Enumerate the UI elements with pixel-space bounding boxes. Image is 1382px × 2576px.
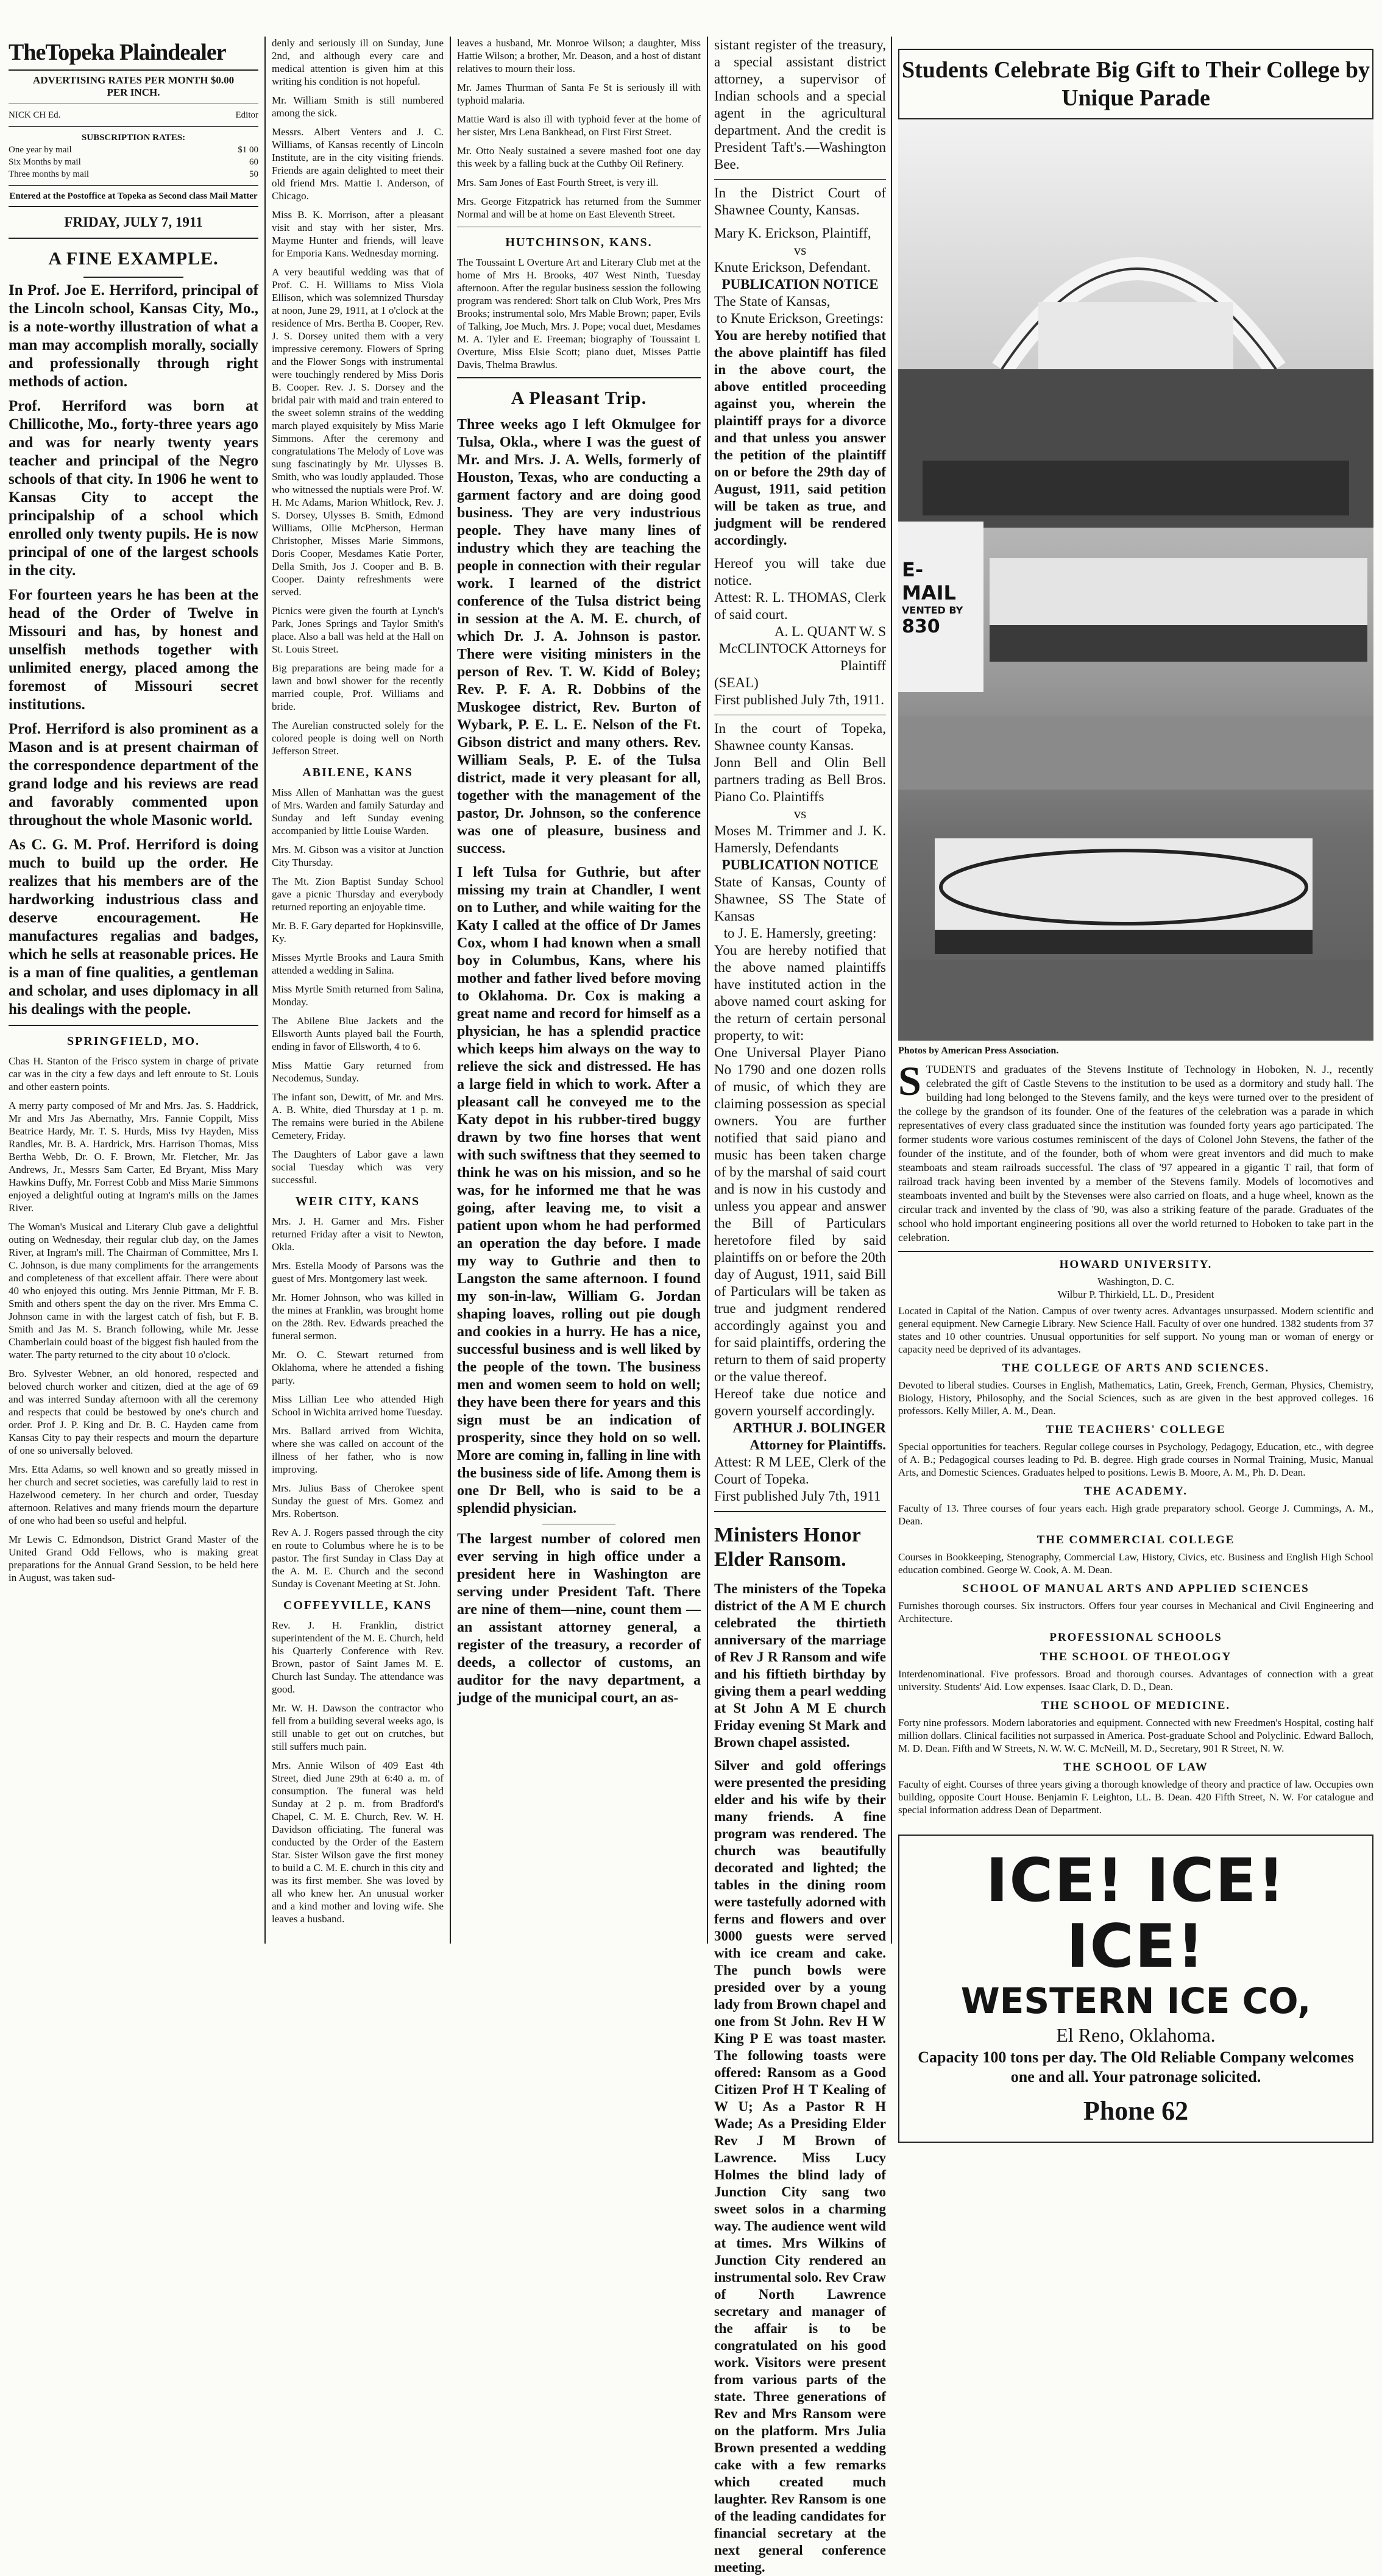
notice-published: First published July 7th, 1911 — [714, 1488, 881, 1504]
rate-label: One year by mail — [9, 145, 72, 155]
notice-defendant: Knute Erickson, Defendant. — [714, 260, 871, 275]
howard-section-text: Courses in Bookkeeping, Stenography, Commercial Law, History, Civics, etc. Business and English High School education combined. George W. Cook, A. M. Dean. — [898, 1551, 1373, 1576]
notice-state: State of Kansas, County of Shawnee, SS The State of Kansas — [714, 874, 886, 924]
section-title: WEIR CITY, KANS — [295, 1195, 420, 1208]
news-paragraph: The Toussaint L Overture Art and Literary Club met at the home of Mrs H. Brooks, 407 West Ninth, Tuesday afternoon. After the regular business session the following program was rendered: Short talk on Club Work, Pres Mrs Brooks; instrumental solo, Mrs Mable Brown; paper, Evils of Talking, Joe Much, Mrs. J. Pope; vocal duet, Mesdames M. A. Tyler and E. Freeman; biography of Toussaint L Overture, Miss Elsie Scott; piano duet, Misses Pattie Davis, Thelma Brawlus. — [457, 257, 701, 370]
notice-greeting: to J. E. Hamersly, greeting: — [723, 925, 877, 941]
news-paragraph: Mrs. Julius Bass of Cherokee spent Sunday the guest of Mrs. Gomez and Mrs. Robertson. — [272, 1482, 444, 1520]
rate-price: $1 00 — [238, 145, 258, 155]
section-title: COFFEYVILLE, KANS — [283, 1599, 433, 1612]
article-paragraph: In Prof. Joe E. Herriford, principal of the Lincoln school, Kansas City, Mo., is a note-worthy illustration of what a man may accomplish morally, socially and professionally through right methods of action. — [9, 282, 258, 390]
article-title: Ministers Honor Elder Ransom. — [714, 1524, 861, 1571]
news-paragraph: The Aurelian constructed solely for the colored people is doing well on North Jefferson Street. — [272, 720, 444, 757]
section-title: HUTCHINSON, KANS. — [505, 236, 653, 249]
column-rule — [707, 37, 708, 1944]
news-paragraph: Bro. Sylvester Webner, an old honored, respected and beloved church worker and citizen, died at the age of 69 and was interred Sunday afternoon with all the ceremony and respects that could be bestowed by one's church and order. Prof J. P. King and Dr. B. C. Hayden came from Kansas City to pay their respects and mourn the departure of one so universally beloved. — [9, 1368, 258, 1456]
howard-section-text: Furnishes thorough courses. Six instructors. Offers four year courses in Mechanical and Civil Engineering and Architecture. — [898, 1600, 1373, 1624]
howard-section-title: THE COLLEGE OF ARTS AND SCIENCES. — [1002, 1362, 1270, 1375]
news-paragraph: Miss Mattie Gary returned from Necodemus, Sunday. — [272, 1060, 444, 1084]
editor-name: NICK CH Ed. — [9, 110, 61, 120]
column-2 — [272, 37, 444, 1950]
divider — [9, 69, 258, 71]
news-paragraph: Mr. Homer Johnson, who was killed in the mines at Franklin, was brought home on the 28th. Rev. Edwards preached the funeral sermon. — [272, 1292, 444, 1342]
photo-sign-top: E-MAIL — [902, 558, 956, 604]
howard-place: Washington, D. C. — [1097, 1276, 1174, 1287]
article-paragraph: Prof. Herriford was born at Chillicothe, Mo., forty-three years ago and was for nearly twenty years teacher and principal of the Negro schools of that city. In 1906 he went to Kansas City to accept the principalship of a school which enrolled only twenty pupils. He is now principal of one of the largest schools in the city. — [9, 398, 258, 579]
advertising-rates-unit: PER INCH. — [107, 87, 160, 98]
news-paragraph: A very beautiful wedding was that of Prof. C. H. Williams to Miss Viola Ellison, which was solemnized Thursday at noon, June 29, 1911, at 1 o'clock at the residence of Mrs. Bertha B. Cooper, Rev. J. S. Dorsey united them with a very impressive ceremony. Flowers of Spring and the Flower Songs with instrumental were touchingly rendered by Miss Doris B. Cooper. Rev. J. S. Dorsey and the bridal pair with maid and train entered to the sweet solemn strains of the wedding march played exquisitely by Miss Marie Simmons. After the ceremony and congratulations The Melody of Love was sung fascinatingly by Mr. Ulysses B. Smith, who was loudly applauded. Those who witnessed the nuptials were Prof. W. H. Mc Adams, Marion Whitlock, Rev. J. S. Dorsey, Ulysses B. Smith, Edmond Williams, Ollie McPherson, Herman Christopher, Misses Marie Simmons, Doris Cooper, Mesdames Katie Porter, Della Smith, Jos J. Cooper and B. B. Cooper. Dainty refreshments were served. — [272, 266, 444, 598]
section-title: ABILENE, KANS — [302, 766, 413, 779]
photo-credit: Photos by American Press Association. — [898, 1046, 1059, 1056]
ad-capacity: Capacity 100 tons per day. The Old Reliable Company welcomes one and all. Your patronage solicited. — [918, 2048, 1354, 2086]
stevens-paragraph — [898, 1058, 1373, 1245]
notice-defendant: Moses M. Trimmer and J. K. Hamersly, Defendants — [714, 823, 886, 855]
ice-advertisement — [898, 1835, 1373, 2143]
howard-section-text: Forty nine professors. Modern laboratories and equipment. Connected with new Freedmen's Hospital, costing half million dollars. Clinical facilities not surpassed in America. Post-graduate School and Polyclinic. Edward Balloch, M. D. Dean. Fifth and W Streets, N. W. W. C. McNeill, M. D., Secretary, 901 R Street, N. W. — [898, 1717, 1373, 1754]
news-paragraph: leaves a husband, Mr. Monroe Wilson; a daughter, Miss Hattie Wilson; a brother, Mr. Deason, and a host of distant relatives to mourn their loss. — [457, 37, 701, 74]
howard-section-title: THE TEACHERS' COLLEGE — [1046, 1423, 1226, 1436]
divider — [457, 377, 701, 378]
news-paragraph: Misses Myrtle Brooks and Laura Smith attended a wedding in Salina. — [272, 952, 444, 976]
howard-section-text: Faculty of eight. Courses of three years giving a thorough knowledge of theory and practice of law. Occupies own building, opposite Court House. Benjamin F. Leighton, LL. B. Dean. 420 Fifth Street, N. W. For catalogue and special information address Dean of Department. — [898, 1778, 1373, 1816]
notice-attorney: ARTHUR J. BOLINGER Attorney for Plaintiffs. — [732, 1420, 886, 1453]
editor-role: Editor — [235, 110, 258, 120]
news-paragraph: Miss Lillian Lee who attended High School in Wichita arrived home Tuesday. — [272, 1393, 444, 1418]
advertising-rates: ADVERTISING RATES PER MONTH $0.00 — [32, 74, 235, 86]
headline-box — [898, 49, 1373, 119]
divider — [9, 126, 258, 127]
article-paragraph: Silver and gold offerings were presented the presiding elder and his wife by their many friends. A fine program was rendered. The church was beautifully decorated and lighted; the tables in the dining room were tastefully adorned with ferns and flowers and over 3000 guests were served with ice cream and cake. The punch bowls were presided over by a young lady from Brown chapel and one from St John. Rev H W King P E was toast master. The following toasts were offered: Ransom as a Good Citizen Prof H T Kealing of W U; As a Pastor R H Wade; As a Presiding Elder Rev J M Brown of Lawrence. Miss Lucy Holmes the blind lady of Junction City sang two sweet solos in a charming way. The audience went wild at times. Mrs Wilkins of Junction City rendered an instrumental solo. Rev Craw of North Lawrence secretary and manager of the affair is to be congratulated on his good work. Visitors were present from various parts of the state. Three generations of Rev and Mrs Ransom were on the platform. Mrs Julia Brown presented a wedding cake with a few remarks which created much laughter. Rev Ransom is one of the leading candidates for financial secretary at the next general conference meeting. — [714, 1758, 886, 2575]
notice-seal: (SEAL) — [714, 675, 759, 690]
notice-vs: vs — [793, 242, 807, 258]
column-5 — [898, 49, 1373, 2126]
news-paragraph: sistant register of the treasury, a special assistant district attorney, a supervisor of Indian schools and a special agent in the agricultural department. And the credit is President Taft's.—Washington Bee. — [714, 37, 886, 172]
howard-university-ad — [898, 1258, 1373, 1816]
notice-title: PUBLICATION NOTICE — [721, 277, 879, 292]
notice-court: In the court of Topeka, Shawnee county Kansas. — [714, 721, 886, 753]
drop-cap: S — [898, 1058, 921, 1104]
howard-section-title: THE COMMERCIAL COLLEGE — [1036, 1534, 1235, 1546]
ad-phone: Phone 62 — [1083, 2096, 1189, 2126]
rate-label: Six Months by mail — [9, 157, 81, 167]
notice-attest: Attest: R. L. THOMAS, Clerk of said court. — [714, 590, 886, 622]
news-paragraph: Picnics were given the fourth at Lynch's Park, Jones Springs and Taylor Smith's place. Also a ball was held at the Hall on St. Louis Street. — [272, 605, 444, 655]
section-title: SPRINGFIELD, MO. — [66, 1035, 200, 1048]
howard-section-title: THE SCHOOL OF MEDICINE. — [1041, 1699, 1231, 1712]
notice-attorneys: A. L. QUANT W. S McCLINTOCK Attorneys for Plaintiff — [718, 624, 886, 673]
stevens-text: TUDENTS and graduates of the Stevens Institute of Technology in Hoboken, N. J., recently celebrated the gift of Castle Stevens to the institution to be used as a dormitory and study hall. The building had long belonged to the Stevens family, and the keys were turned over to the president of the college by the grandson of its founder. One of the features of the celebration was a parade in which representatives of every class graduated since the institution was founded forty years ago participated. The former students wore various costumes reminiscent of the days of Colonel John Stevens, the father of the founder of the institute, and of the founder, both of whom were great inventors and did much to make steamboats and steam railroads successful. The class of '97 appeared in a gigantic T rail, that form of railroad track having been invented by a member of the Stevens family. Models of locomotives and steamboats invented and built by the Stevenses were also carried on floats, and a huge wheel, known as the circular track and invented by the class of '90, was also a striking feature of the parade. Graduates of the school who hold important engineering positions all over the world returned to Hoboken to take part in the celebration. — [898, 1063, 1373, 1244]
ad-headline: ICE! ICE! ICE! — [985, 1846, 1286, 1981]
notice-court: In the District Court of Shawnee County, Kansas. — [714, 185, 886, 218]
howard-section-text: Special opportunities for teachers. Regular college courses in Psychology, Pedagogy, Education, etc., with degree of A. B.; Pedagogical courses leading to Pd. B. degree. High grade courses in Normal Training, Music, Manual Arts, and Domestic Sciences. Graduates helped to positions. Lewis B. Moore, A. M., Ph. D. Dean. — [898, 1441, 1373, 1478]
news-paragraph: The Abilene Blue Jackets and the Ellsworth Aunts played ball the Fourth, ending in favor of Ellsworth, 4 to 6. — [272, 1015, 444, 1052]
howard-section-title: THE SCHOOL OF LAW — [1063, 1761, 1208, 1774]
howard-section-text: Faculty of 13. Three courses of four years each. High grade preparatory school. George J. Cummings, A. M., Dean. — [898, 1502, 1373, 1527]
news-paragraph: Mrs. Sam Jones of East Fourth Street, is very ill. — [457, 177, 659, 188]
column-4 — [714, 37, 886, 2575]
notice-hereof: Hereof you will take due notice. — [714, 556, 886, 588]
article-paragraph: Prof. Herriford is also prominent as a Mason and is at present chairman of the correspondence department of the grand lodge and his reviews are read and favorably commented upon throughout the whole Masonic world. — [9, 721, 258, 829]
news-paragraph: Miss B. K. Morrison, after a pleasant visit and stay with her sister, Mrs. Mayme Hunter and friends, will leave for Emporia Kans. Wednesday morning. — [272, 209, 444, 259]
news-paragraph: Mrs. Estella Moody of Parsons was the guest of Mrs. Montgomery last week. — [272, 1260, 444, 1284]
news-paragraph: A merry party composed of Mr and Mrs. Jas. S. Haddrick, Mr and Mrs Jas Abernathy, Mrs. Fannie Coppilt, Miss Beatrice Hardy, Mr. T. S. Hurds, Miss Ivy Hayden, Miss Randles, Mr. B. A. Hardrick, Mrs. Harrison Thomas, Miss Bertha Webb, Dr. O. F. Brown, Mr. Fletcher, Mr. Jas Andrews, Jr., Messrs Sam Carter, Ed Bryant, Miss Mary Hawkins Duffy, Mr. Forrest Cobb and Miss Marie Simmons enjoyed a delightful outing at Ingram's mills on the James River. — [9, 1100, 258, 1214]
news-paragraph: Mr. Otto Nealy sustained a severe mashed foot one day this week by a falling buck at the Cuthby Oil Refinery. — [457, 145, 701, 169]
article-paragraph: The largest number of colored men ever serving in high office under a president here in Washington are serving under President Taft. There are nine of them—nine, count them —an assistant attorney general, a register of the treasury, a recorder of deeds, a collector of customs, an auditor for the navy department, a judge of the municipal court, an as- — [457, 1531, 701, 1706]
notice-body: You are hereby notified that the above plaintiff has filed in the above court, the above entitled proceeding against you, wherein the plaintiff prays for a divorce and that unless you answer the petition of the plaintiff on or before the 29th day of August, 1911, said petition will be taken as true, and judgment will be rendered accordingly. — [714, 328, 886, 548]
news-paragraph: Mrs. J. H. Garner and Mrs. Fisher returned Friday after a visit to Newton, Okla. — [272, 1215, 444, 1253]
divider — [714, 1511, 886, 1512]
column-3 — [457, 37, 701, 1950]
notice-body: You are hereby notified that the above named plaintiffs have instituted action in the above named court asking for the return of certain personal property, to wit: — [714, 943, 886, 1043]
divider — [898, 1251, 1373, 1252]
photo-headline: Students Celebrate Big Gift to Their College by Unique Parade — [901, 57, 1370, 111]
notice-attest: Attest: R M LEE, Clerk of the Court of Topeka. — [714, 1454, 886, 1487]
news-paragraph: Messrs. Albert Venters and J. C. Williams, of Kansas recently of Lincoln Institute, are in the city visiting friends. Friends are again delighted to meet their old friend Mrs. Mattie I. Anderson, of Chicago. — [272, 126, 444, 202]
news-paragraph: The Woman's Musical and Literary Club gave a delightful outing on Wednesday, their regular club day, on the James River, at Ingram's mill. The Chairman of Committee, Mrs I. C. Johnson, is due many compliments for the arrangements and completeness of that excellent affair. There were about 40 who enjoyed this outing. Mrs Jennie Pittman, Mr F. B. Smith and others spent the day on the river. Mrs Emma C. Johnson came in with the largest catch of fish, but F. B. Smith and Jas M. S. Branch following, while Mr. Jesse Chamberlain could boast of the biggest fish hauled from the water. The party returned to the city about 10 o'clock. — [9, 1221, 258, 1361]
howard-section-title: PROFESSIONAL SCHOOLS — [1049, 1631, 1222, 1644]
notice-plaintiff: Mary K. Erickson, Plaintiff, — [714, 225, 871, 241]
editor-line — [9, 109, 258, 121]
rate-row — [9, 156, 258, 168]
howard-section-title: SCHOOL OF MANUAL ARTS AND APPLIED SCIENCES — [962, 1582, 1309, 1595]
news-paragraph: Miss Allen of Manhattan was the guest of Mrs. Warden and family Saturday and Sunday and left Sunday evening accompanied by little Louise Warden. — [272, 787, 444, 837]
postoffice-entry: Entered at the Postoffice at Topeka as Second class Mail Matter — [9, 191, 258, 201]
howard-section-title: THE SCHOOL OF THEOLOGY — [1040, 1651, 1232, 1663]
notice-state: The State of Kansas, — [714, 294, 831, 309]
notice-published: First published July 7th, 1911. — [714, 692, 884, 707]
column-rule — [891, 37, 892, 1944]
howard-president: Wilbur P. Thirkield, LL. D., President — [1057, 1289, 1214, 1300]
article-title: A FINE EXAMPLE. — [48, 249, 219, 269]
rate-price: 60 — [249, 157, 258, 167]
rate-label: Three months by mail — [9, 169, 90, 179]
column-rule — [450, 37, 451, 1944]
article-paragraph: I left Tulsa for Guthrie, but after missing my train at Chandler, I went on to Luther, and while waiting for the Katy I called at the office of Dr James Cox, whom I had known when a small boy in Columbus, Kans, where his mother and father lived before moving to Oklahoma. Dr. Cox is making a great name and record for himself as a physician, he has a splendid practice which keeps him always on the way to relieve the sick and distressed. He has a large field in which to work. After a pleasant call he conveyed me to the Katy depot in his rubber-tired buggy drawn by two fine horses that went with such swiftness that they seemed to think he was on his mission, and so he was, for he informed me that he was going, after leaving me, to visit a patient upon whom he had performed an operation the day before. I made my way to Guthrie and then to Langston the same afternoon. I found my son-in-law, William G. Jordan shaping loaves, rolling out pie dough and cookies in a hurry. He has a nice, successful business and is well liked by the people of the town. The business men and women seem to hold on well; they have been there for years and this sign must be an indication of prosperity, since they hold on so well. More are coming in, falling in line with the business side of life. Among them is one Dr Bell, who is said to be a splendid physician. — [457, 865, 701, 1516]
issue-date: FRIDAY, JULY 7, 1911 — [64, 214, 203, 230]
ad-company: WESTERN ICE CO, — [960, 1980, 1311, 2022]
article-paragraph: Three weeks ago I left Okmulgee for Tulsa, Okla., where I was the guest of Mr. and Mrs. J. A. Wells, formerly of Houston, Texas, who are conducting a garment factory and are doing good business. They are very industrious people. They have many lines of industry which they are teaching the people in connection with their regular work. I learned of the district conference of the Tulsa district being in session at the A. M. E. church, of which Dr. J. A. Johnson is pastor. There were visiting ministers in the person of Rev. T. W. Kidd of Boley; Rev. P. F. A. R. Dobbins of the Muskogee district, Rev. Burton of Wybark, P. E. L. E. Nelson of the Ft. Gibson district and many others. Rev. William Seals, P. E. of the Tulsa district, made it very pleasant for all, together with the management of the pastor, Dr. Johnson, so the conference was one of pleasure, business and success. — [457, 417, 701, 857]
ad-location: El Reno, Oklahoma. — [1056, 2024, 1216, 2046]
article-paragraph: For fourteen years he has been at the head of the Order of Twelve in Missouri and has, by honest and unselfish methods together with unlimited energy, placed among the foremost of Missouri secret institutions. — [9, 587, 258, 713]
news-paragraph: The Daughters of Labor gave a lawn social Tuesday which was very successful. — [272, 1148, 444, 1186]
news-paragraph: Big preparations are being made for a lawn and bowl shower for the recently married couple, Prof. Williams and bride. — [272, 662, 444, 712]
howard-section-text: Interdenominational. Five professors. Broad and thorough courses. Advantages of connection with a great university. Students' Aid. Low expenses. Isaac Clark, D. D., Dean. — [898, 1668, 1373, 1693]
news-paragraph: Chas H. Stanton of the Frisco system in charge of private car was in the city a few days and left enroute to St. Louis and other eastern points. — [9, 1055, 258, 1092]
rate-row — [9, 144, 258, 156]
masthead-title: TheTopeka Plaindealer — [9, 40, 226, 65]
parade-photo — [898, 119, 1373, 1041]
divider — [9, 1025, 258, 1026]
divider — [714, 179, 886, 180]
news-paragraph: Mrs. Ballard arrived from Wichita, where she was called on account of the illness of her father, who is now improving. — [272, 1425, 444, 1475]
howard-intro: Located in Capital of the Nation. Campus of over twenty acres. Advantages unsurpassed. Modern scientific and general equipment. New Carnegie Library. New Science Hall. Faculty of over one hundred. 1382 students from 37 states and 10 other countries. Unusual opportunities for self support. No young man or woman of energy or capacity need be deprived of its advantages. — [898, 1305, 1373, 1355]
news-paragraph: denly and seriously ill on Sunday, June 2nd, and although every care and medical attention is given him at this writing his condition is not hopeful. — [272, 37, 444, 87]
news-paragraph: Mr Lewis C. Edmondson, District Grand Master of the United Grand Odd Fellows, who is making great preparations for the Annual Grand Session, to be held here in August, was taken sud- — [9, 1534, 258, 1583]
notice-plaintiff: Jonn Bell and Olin Bell partners trading as Bell Bros. Piano Co. Plaintiffs — [714, 755, 886, 804]
divider — [9, 185, 258, 186]
news-paragraph: Mr. O. C. Stewart returned from Oklahoma, where he attended a fishing party. — [272, 1349, 444, 1386]
article-paragraph: As C. G. M. Prof. Herriford is doing much to build up the order. He realizes that his members are of the hardworking industrious class and deserve encouragement. He manufactures regalias and badges, which he sells at reasonable prices. He is a man of fine qualities, a gentleman and scholar, and uses diplomacy in all his dealings with the people. — [9, 837, 258, 1017]
article-paragraph: The ministers of the Topeka district of the A M E church celebrated the thirtieth anniversary of the marriage of Rev J R Ransom and wife and his fiftieth birthday by giving them a pearl wedding at St John A M E church Friday evening St Mark and Brown chapel assisted. — [714, 1581, 886, 1750]
divider — [9, 206, 258, 207]
news-paragraph: Mr. William Smith is still numbered among the sick. — [272, 94, 444, 119]
news-paragraph: Mr. B. F. Gary departed for Hopkinsville, Ky. — [272, 920, 444, 944]
news-paragraph: Mrs. Annie Wilson of 409 East 4th Street, died June 29th at 6:40 a. m. of consumption. The funeral was held Sunday at 2 p. m. from Bradford's Chapel, C. M. E. Church, Rev. W. H. Davidson officiating. The funeral was conducted by the Order of the Eastern Star. Sister Wilson gave the first money to build a C. M. E. church in this city and was its first member. She was loved by all who knew her. An unusual worker and a kind mother and loving wife. She leaves a husband. — [272, 1760, 444, 1925]
rate-row — [9, 168, 258, 180]
divider — [9, 238, 258, 239]
divider — [83, 277, 183, 278]
photo-sign-text — [902, 558, 975, 637]
news-paragraph: Mrs. George Fitzpatrick has returned from the Summer Normal and will be at home on East Eleventh Street. — [457, 196, 701, 220]
news-paragraph: Rev A. J. Rogers passed through the city en route to Columbus where he is to be pastor. The first Sunday in Class Day at the A. M. E. Church and the second Sunday is Covenant Meeting at St. John. — [272, 1527, 444, 1590]
stevens-article — [898, 1058, 1373, 1245]
news-paragraph: Mrs. M. Gibson was a visitor at Junction City Thursday. — [272, 844, 444, 868]
column-1 — [9, 37, 258, 1950]
article-title: A Pleasant Trip. — [511, 388, 647, 408]
news-paragraph: The infant son, Dewitt, of Mr. and Mrs. A. B. White, died Thursday at 1 p. m. The remains were buried in the Abilene Cemetery, Friday. — [272, 1091, 444, 1141]
column-rule — [264, 37, 266, 1944]
photo-sign-bottom: 830 — [902, 616, 940, 637]
howard-section-title: THE ACADEMY. — [1083, 1485, 1188, 1498]
notice-greeting: to Knute Erickson, Greetings: — [716, 311, 884, 326]
news-paragraph: Mattie Ward is also ill with typhoid fever at the home of her sister, Mrs Lena Bankhead, on First First Street. — [457, 113, 701, 138]
notice-vs: vs — [793, 806, 807, 821]
photo-sign-mid: VENTED BY — [902, 604, 963, 616]
howard-section-text: Devoted to liberal studies. Courses in English, Mathematics, Latin, Greek, French, German, Physics, Chemistry, Biology, History, Philosophy, and the Social Sciences, such as are given in the best approved colleges. 16 professors. Kelly Miller, A. M., Dean. — [898, 1379, 1373, 1417]
notice-body: One Universal Player Piano No 1790 and one dozen rolls of music, of which they are claiming possession as special owners. You are further notified that said piano and music has been taken charge of by the marshal of said court and is now in his custody and unless you appear and answer the Bill of Particulars heretofore filed by said plaintiffs on or before the 20th day of August, 1911, said Bill of Particulars will be taken as true and judgment rendered accordingly against you and for said plaintiffs, ordering the return to them of said property or the value thereof. — [714, 1045, 886, 1384]
notice-hereof: Hereof take due notice and govern yourself accordingly. — [714, 1386, 886, 1418]
news-paragraph: Miss Myrtle Smith returned from Salina, Monday. — [272, 983, 444, 1008]
rate-price: 50 — [249, 169, 258, 179]
subscription-heading: SUBSCRIPTION RATES: — [81, 133, 186, 143]
news-paragraph: Rev. J. H. Franklin, district superintendent of the M. E. Church, held his Quarterly Conference with Rev. Brown, pastor of Saint James M. E. Church last Sunday. The attendance was good. — [272, 1619, 444, 1695]
howard-title: HOWARD UNIVERSITY. — [1059, 1258, 1213, 1271]
news-paragraph: Mrs. Etta Adams, so well known and so greatly missed in her church and secret societies, was carefully laid to rest in Hazelwood cemetery. In her church and order, Tuesday afternoon. Relatives and many friends mourn the departure of one who had been so useful and helpful. — [9, 1463, 258, 1526]
news-paragraph: The Mt. Zion Baptist Sunday School gave a picnic Thursday and everybody returned reporting an enjoyable time. — [272, 876, 444, 913]
news-paragraph: Mr. James Thurman of Santa Fe St is seriously ill with typhoid malaria. — [457, 82, 701, 106]
news-paragraph: Mr. W. H. Dawson the contractor who fell from a building several weeks ago, is still unable to get out on crutches, but still suffers much pain. — [272, 1702, 444, 1752]
notice-title: PUBLICATION NOTICE — [721, 857, 879, 872]
